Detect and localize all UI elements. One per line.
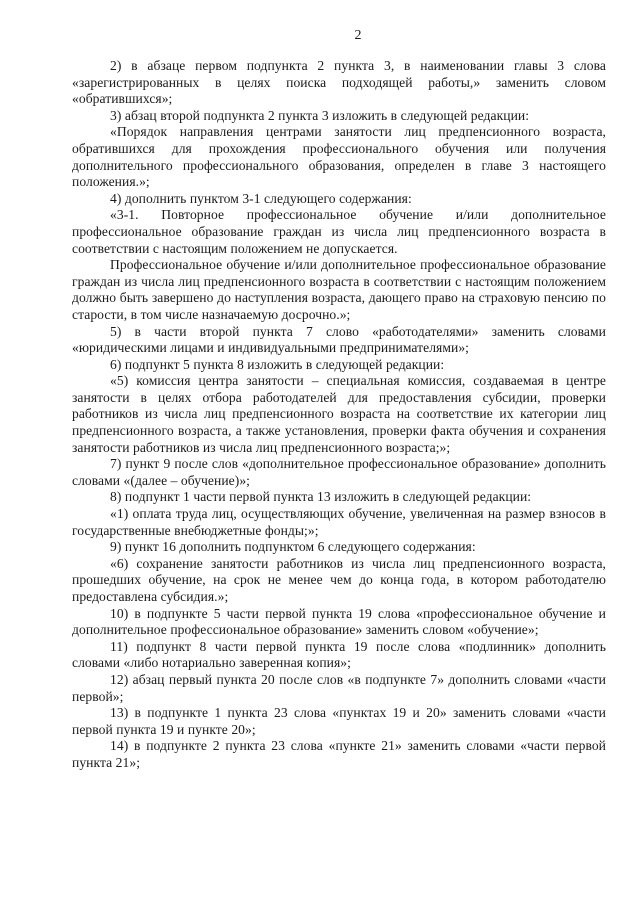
paragraph-amendment-14: 14) в подпункте 2 пункта 23 слова «пункте 21» заменить словами «части первой пункта 21»; — [72, 738, 606, 770]
paragraph-amendment-4-text-1: «3-1. Повторное профессиональное обучение и/или дополнительное профессиональное образование граждан из числа лиц предпенсионного возраста в соответствии с настоящим положением не допускается. — [72, 207, 606, 256]
paragraph-amendment-4-text-2: Профессиональное обучение и/или дополнительное профессиональное образование граждан из числа лиц предпенсионного возраста в соответствии с настоящим положением должно быть завершено до наступления возраста, дающего право на страховую пенсию по старости, в том числе назначаемую досрочно.»; — [72, 257, 606, 322]
paragraph-amendment-10: 10) в подпункте 5 части первой пункта 19 слова «профессиональное обучение и дополнительное профессиональное образование» заменить словом «обучение»; — [72, 605, 606, 638]
paragraph-amendment-12: 12) абзац первый пункта 20 после слов «в подпункте 7» дополнить словами «части первой»; — [72, 671, 606, 704]
paragraph-amendment-3-text: «Порядок направления центрами занятости лиц предпенсионного возраста, обратившихся для прохождения профессионального обучения или получения дополнительного профессионального образования, определен в главе 3 настоящего положения.»; — [72, 124, 606, 190]
paragraph-amendment-3: 3) абзац второй подпункта 2 пункта 3 изложить в следующей редакции: — [110, 107, 530, 123]
paragraph-amendment-9-text: «6) сохранение занятости работников из числа лиц предпенсионного возраста, прошедших обучение, на срок не менее чем до конца года, в котором работодателю предоставлена субсидия.»; — [72, 555, 606, 604]
paragraph-amendment-13: 13) в подпункте 1 пункта 23 слова «пунктах 19 и 20» заменить словами «части первой пункта 19 и пункте 20»; — [72, 705, 606, 737]
document-body — [72, 58, 606, 772]
paragraph-amendment-8: 8) подпункт 1 части первой пункта 13 изложить в следующей редакции: — [110, 489, 532, 505]
paragraph-amendment-8-text: «1) оплата труда лиц, осуществляющих обучение, увеличенная на размер взносов в государственные внебюджетные фонды;»; — [72, 506, 606, 538]
paragraph-amendment-6: 6) подпункт 5 пункта 8 изложить в следующей редакции: — [110, 356, 445, 372]
paragraph-amendment-11: 11) подпункт 8 части первой пункта 19 после слова «подлинник» дополнить словами «либо нотариально заверенная копия»; — [72, 638, 606, 671]
paragraph-amendment-9: 9) пункт 16 дополнить подпунктом 6 следующего содержания: — [110, 539, 476, 555]
paragraph-amendment-6-text: «5) комиссия центра занятости – специальная комиссия, создаваемая в центре занятости в целях отбора работодателей для предоставления субсидии, проверки работников из числа лиц предпенсионного возраста на соответствие их категории лиц предпенсионного возраста, а также установления, проверки факта обучения и сохранения занятости работников из числа лиц предпенсионного возраста;»; — [72, 373, 606, 455]
paragraph-amendment-4: 4) дополнить пунктом 3-1 следующего содержания: — [110, 190, 412, 206]
paragraph-amendment-5: 5) в части второй пункта 7 слово «работодателями» заменить словами «юридическими лицами и индивидуальными предпринимателями»; — [72, 323, 606, 356]
paragraph-amendment-7: 7) пункт 9 после слов «дополнительное профессиональное образование» дополнить словами «(далее – обучение)»; — [72, 456, 606, 488]
page-number: 2 — [354, 28, 362, 43]
paragraph-amendment-2: 2) в абзаце первом подпункта 2 пункта 3, в наименовании главы 3 слова «зарегистрированных в целях поиска подходящей работы,» заменить словом «обратившихся»; — [72, 58, 606, 107]
